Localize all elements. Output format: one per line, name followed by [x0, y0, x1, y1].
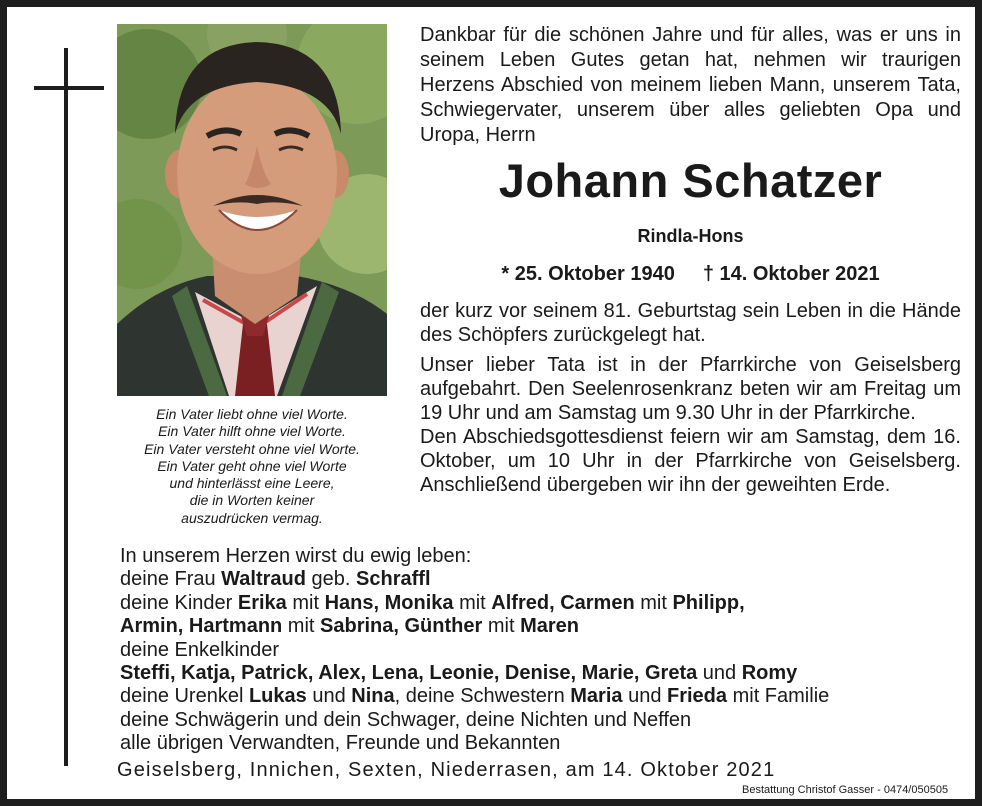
quote-line: und hinterlässt eine Leere,	[169, 475, 335, 492]
family-children-cont: Armin, Hartmann mit Sabrina, Günther mit Maren	[120, 615, 579, 638]
paragraph-passing: der kurz vor seinem 81. Geburtstag sein Leben in die Hände des Schöpfers zurückgelegt hat.	[420, 300, 961, 346]
family-list	[120, 545, 980, 756]
intro-text: Dankbar für die schönen Jahre und für alles, was er uns in seinem Leben Gutes getan hat, nehmen wir traurigen Herzens Abschied von meinem lieben Mann, unserem Tata, Schwiegervater, unserem über alles geliebten Opa und Uropa, Herrn	[420, 24, 961, 146]
quote-line: auszudrücken vermag.	[181, 509, 323, 526]
paragraph-wake: Unser lieber Tata ist in der Pfarrkirche von Geiselsberg aufgebahrt. Den Seelenrosenkranz beten wir am Freitag um 19 Uhr und am Samstag um 9.30 Uhr in der Pfarrkirche.	[420, 354, 961, 424]
life-dates	[420, 262, 961, 286]
family-grandchildren-label: deine Enkelkinder	[120, 638, 279, 661]
quote-line: Ein Vater versteht ohne viel Worte.	[144, 440, 360, 457]
family-great-grandchildren: deine Urenkel Lukas und Nina, deine Schwestern Maria und Frieda mit Familie	[120, 685, 830, 708]
family-children: deine Kinder Erika mit Hans, Monika mit Alfred, Carmen mit Philipp,	[120, 591, 745, 614]
nickname: Rindla-Hons	[637, 226, 744, 246]
quote-line: Ein Vater liebt ohne viel Worte.	[156, 406, 348, 422]
family-others: alle übrigen Verwandten, Freunde und Bekannten	[120, 732, 561, 755]
undertaker-credit: Bestattung Christof Gasser - 0474/050505	[742, 784, 949, 796]
deceased-name: Johann Schatzer	[498, 154, 883, 207]
family-grandchildren: Steffi, Katja, Patrick, Alex, Lena, Leonie, Denise, Marie, Greta und Romy	[120, 662, 798, 685]
death-date: † 14. Oktober 2021	[702, 263, 880, 285]
family-heading: In unserem Herzen wirst du ewig leben:	[120, 545, 472, 567]
birth-date: * 25. Oktober 1940	[501, 263, 675, 285]
portrait-photo	[117, 24, 387, 396]
quote-line: Ein Vater hilft ohne viel Worte.	[158, 423, 346, 440]
place-date: Geiselsberg, Innichen, Sexten, Niederrasen, am 14. Oktober 2021	[117, 759, 776, 781]
quote-poem	[117, 406, 387, 527]
announcement-text	[420, 299, 961, 497]
quote-line: die in Worten keiner	[189, 492, 315, 509]
family-wife: deine Frau Waltraud geb. Schraffl	[120, 568, 431, 591]
quote-line: Ein Vater geht ohne viel Worte	[157, 457, 347, 474]
paragraph-funeral: Den Abschiedsgottesdienst feiern wir am Samstag, dem 16. Oktober, um 10 Uhr in der Pfarrkirche von Geiselsberg. Anschließend übergeben wir ihn der geweihten Erde.	[420, 426, 961, 496]
family-in-laws: deine Schwägerin und dein Schwager, deine Nichten und Neffen	[120, 708, 692, 731]
